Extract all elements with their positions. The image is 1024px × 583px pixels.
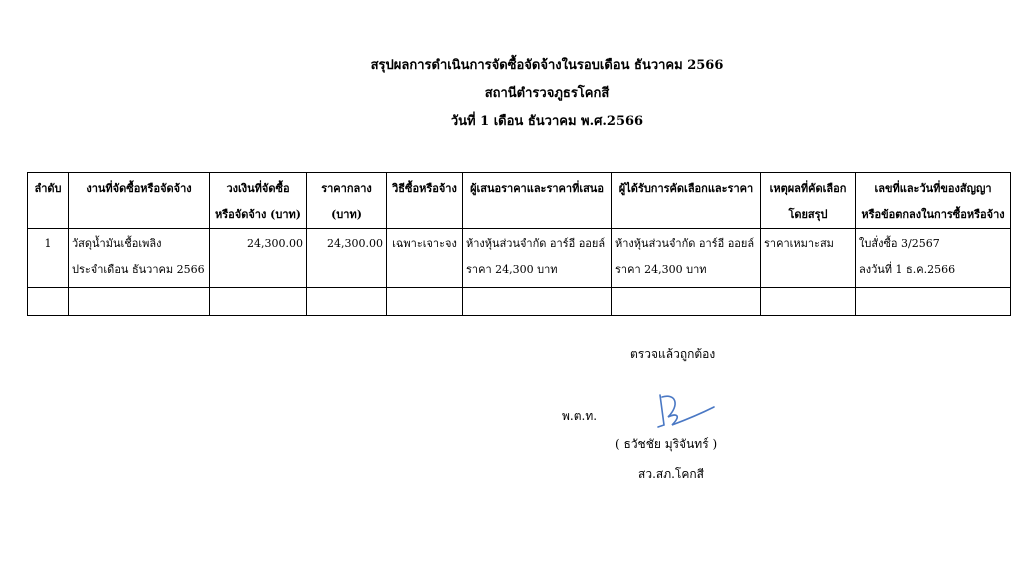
table-header-row xyxy=(28,173,1011,229)
cell-budget: 24,300.00 xyxy=(210,229,307,288)
cell-reason: ราคาเหมาะสม xyxy=(761,229,856,288)
col-header-contract: เลขที่และวันที่ของสัญญา หรือข้อตกลงในการซื้อหรือจ้าง xyxy=(856,173,1011,229)
cell-bidders: ห้างหุ้นส่วนจำกัด อาร์อี ออยล์ ราคา 24,300 บาท xyxy=(463,229,612,288)
signer-rank: พ.ต.ท. xyxy=(562,409,598,423)
signer-position: สว.สภ.โคกสี xyxy=(638,467,704,481)
col-header-median-price: ราคากลาง (บาท) xyxy=(307,173,387,229)
cell-no: 1 xyxy=(28,229,69,288)
col-header-item: งานที่จัดซื้อหรือจัดจ้าง xyxy=(69,173,210,229)
col-header-winner: ผู้ได้รับการคัดเลือกและราคา xyxy=(612,173,761,229)
table-row xyxy=(28,229,1011,288)
cell-contract: ใบสั่งซื้อ 3/2567 ลงวันที่ 1 ธ.ค.2566 xyxy=(856,229,1011,288)
cell-method: เฉพาะเจาะจง xyxy=(387,229,463,288)
signer-name: ( ธวัชชัย มุริจันทร์ ) xyxy=(615,437,718,451)
report-title xyxy=(0,52,1024,136)
col-header-budget: วงเงินที่จัดซื้อ หรือจัดจ้าง (บาท) xyxy=(210,173,307,229)
cell-item: วัสดุน้ำมันเชื้อเพลิง ประจำเดือน ธันวาคม 2566 xyxy=(69,229,210,288)
cell-median-price: 24,300.00 xyxy=(307,229,387,288)
table-row-empty xyxy=(28,288,1011,316)
handwritten-signature xyxy=(648,391,718,431)
procurement-table xyxy=(27,172,1011,316)
verified-label: ตรวจแล้วถูกต้อง xyxy=(630,347,716,361)
title-date: วันที่ 1 เดือน ธันวาคม พ.ศ.2566 xyxy=(450,114,644,129)
col-header-method: วิธีซื้อหรือจ้าง xyxy=(387,173,463,229)
col-header-bidders: ผู้เสนอราคาและราคาที่เสนอ xyxy=(463,173,612,229)
title-station: สถานีตำรวจภูธรโคกสี xyxy=(484,86,610,101)
col-header-reason: เหตุผลที่คัดเลือก โดยสรุป xyxy=(761,173,856,229)
cell-winner: ห้างหุ้นส่วนจำกัด อาร์อี ออยล์ ราคา 24,300 บาท xyxy=(612,229,761,288)
title-summary: สรุปผลการดำเนินการจัดซื้อจัดจ้างในรอบเดือน ธันวาคม 2566 xyxy=(370,58,724,73)
col-header-no: ลำดับ xyxy=(28,173,69,229)
